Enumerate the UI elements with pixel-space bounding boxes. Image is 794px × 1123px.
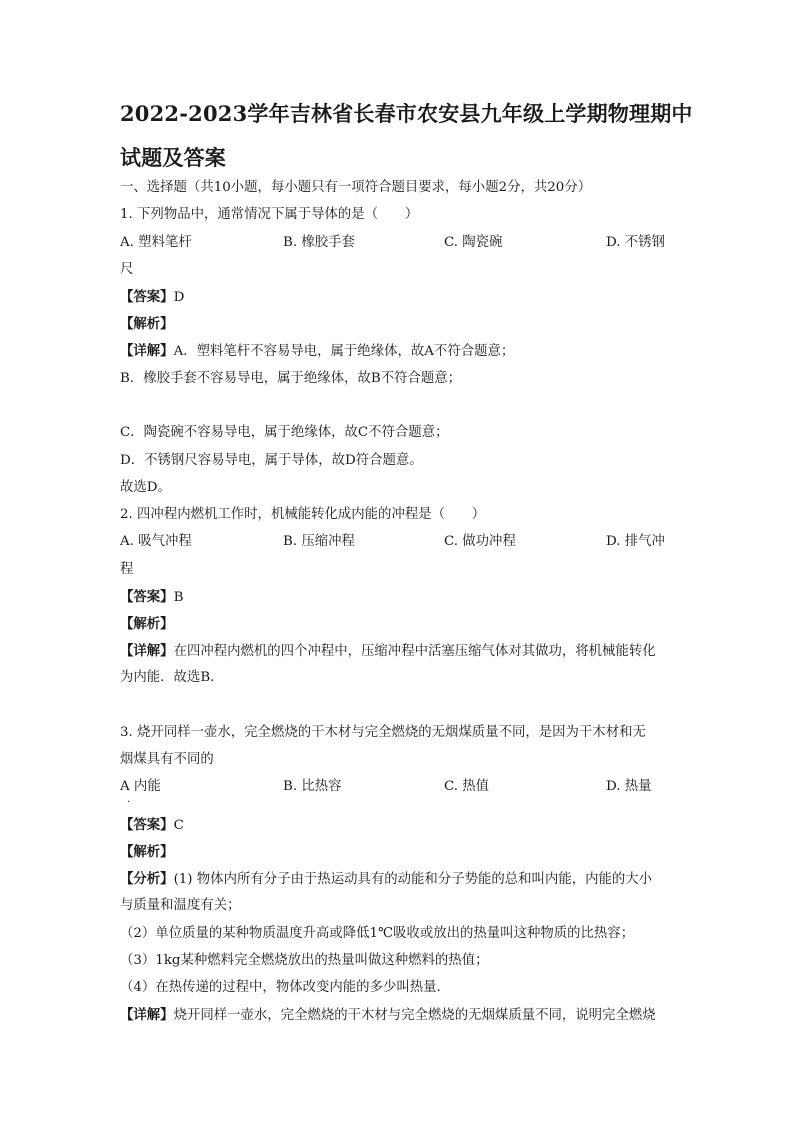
q2-answer — [120, 588, 183, 607]
detail-tag: 【详解】 — [120, 343, 174, 359]
q1-detail-3: C．陶瓷碗不容易导电，属于绝缘体，故C不符合题意； — [120, 425, 449, 440]
q3-option-a: A 内能 — [120, 779, 161, 794]
q1-option-wrap: 尺 — [120, 262, 134, 277]
q1-detail-1 — [120, 342, 514, 361]
q3-option-d: D. 热量 — [606, 779, 652, 794]
answer-tag: 【答案】 — [120, 589, 174, 605]
answer-tag: 【答案】 — [120, 289, 174, 305]
q3-fenxi-5: （4）在热传递的过程中，物体改变内能的多少叫热量． — [120, 980, 450, 995]
q3-stem-2: 烟煤具有不同的 — [120, 752, 214, 767]
q1-option-c: C. 陶瓷碗 — [444, 235, 503, 250]
q2-option-d: D. 排气冲 — [606, 534, 665, 549]
q1-answer-value: D — [173, 290, 185, 305]
title-line-2: 试题及答案 — [120, 145, 226, 170]
q3-answer-value: C — [173, 818, 184, 833]
answer-tag: 【答案】 — [120, 817, 174, 833]
q1-detail-2: B．橡胶手套不容易导电，属于绝缘体，故B不符合题意； — [120, 371, 462, 386]
q2-detail-1 — [120, 642, 656, 661]
fenxi-tag: 【分析】 — [120, 871, 174, 887]
q1-stem: 1. 下列物品中，通常情况下属于导体的是（ ） — [120, 207, 419, 222]
stray-dot: . — [127, 794, 131, 805]
q2-detail-1-text: 在四冲程内燃机的四个冲程中，压缩冲程中活塞压缩气体对其做功，将机械能转化 — [173, 644, 656, 659]
q3-detail-1-text: 烧开同样一壶水，完全燃烧的干木材与完全燃烧的无烟煤质量不同，说明完全燃烧 — [173, 1008, 656, 1023]
section-heading: 一、选择题（共10小题，每小题只有一项符合题目要求，每小题2分，共20分） — [120, 180, 592, 195]
q2-answer-value: B — [173, 590, 184, 605]
detail-tag: 【详解】 — [120, 643, 174, 659]
detail-tag: 【详解】 — [120, 1007, 174, 1023]
q3-fenxi-2: 与质量和温度有关； — [120, 898, 241, 913]
q3-fenxi-4: （3）1kg某种燃料完全燃烧放出的热量叫做这种燃料的热值； — [120, 953, 489, 968]
q1-analysis-tag: 【解析】 — [120, 316, 174, 332]
q1-option-b: B. 橡胶手套 — [283, 235, 355, 250]
title-line-1: 2022-2023学年吉林省长春市农安县九年级上学期物理期中 — [120, 101, 693, 126]
q2-detail-2: 为内能．故选B． — [120, 670, 224, 685]
q3-detail-1 — [120, 1006, 656, 1025]
q1-detail-4: D．不锈钢尺容易导电，属于导体，故D符合题意。 — [120, 453, 423, 468]
q2-analysis-tag: 【解析】 — [120, 616, 174, 632]
q2-option-c: C. 做功冲程 — [444, 534, 516, 549]
q2-stem: 2. 四冲程内燃机工作时，机械能转化成内能的冲程是（ ） — [120, 507, 486, 522]
q3-answer — [120, 816, 184, 835]
q1-option-d: D. 不锈钢 — [606, 235, 665, 250]
q3-analysis-tag: 【解析】 — [120, 844, 174, 860]
q3-option-c: C. 热值 — [444, 779, 490, 794]
q3-fenxi-3: （2）单位质量的某种物质温度升高或降低1℃吸收或放出的热量叫这种物质的比热容； — [120, 926, 635, 941]
q3-option-b: B. 比热容 — [283, 779, 342, 794]
q1-option-a: A. 塑料笔杆 — [120, 235, 192, 250]
q3-fenxi-1 — [120, 870, 652, 889]
q2-option-b: B. 压缩冲程 — [283, 534, 355, 549]
q3-stem-1: 3. 烧开同样一壶水，完全燃烧的干木材与完全燃烧的无烟煤质量不同，是因为干木材和无 — [120, 725, 646, 740]
q1-detail-1-text: A．塑料笔杆不容易导电，属于绝缘体，故A不符合题意； — [173, 344, 515, 359]
q2-option-wrap: 程 — [120, 562, 134, 577]
q3-fenxi-1-text: (1) 物体内所有分子由于热运动具有的动能和分子势能的总和叫内能，内能的大小 — [173, 872, 653, 887]
q1-answer — [120, 288, 184, 307]
q2-option-a: A. 吸气冲程 — [120, 534, 192, 549]
q1-conclusion: 故选D。 — [120, 480, 171, 495]
